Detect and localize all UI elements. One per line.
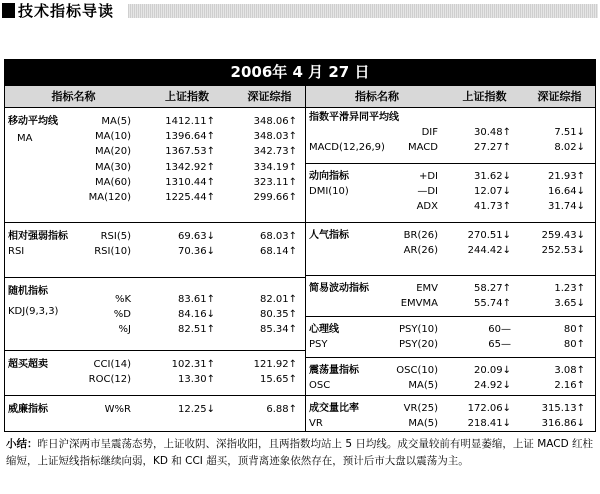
sz-value: 348.06↑: [253, 116, 297, 127]
sh-value: 55.74↑: [473, 298, 511, 310]
right-group: [306, 107, 595, 163]
sz-value: 3.08↑: [554, 365, 585, 376]
sh-value: 218.41↓: [467, 418, 511, 430]
col-sz-2: 深证综指: [537, 90, 582, 103]
row-label: MA(10): [95, 131, 131, 143]
sh-value: 102.31↑: [171, 359, 215, 370]
sz-value: 315.13↑: [541, 403, 585, 414]
group-subtitle: RSI: [8, 246, 25, 258]
right-group: [306, 395, 595, 432]
row-label: 成交量比率: [309, 403, 359, 414]
row-sublabel: PSY(20): [398, 339, 438, 351]
col-name: 指标名称: [51, 90, 96, 103]
row-sublabel: OSC(10): [396, 365, 438, 376]
right-group: [306, 316, 595, 357]
sh-value: 1396.64↑: [165, 131, 215, 143]
sh-value: 270.51↓: [467, 230, 511, 241]
sh-value: 1310.44↑: [165, 176, 215, 188]
sz-value: 334.19↑: [253, 161, 297, 173]
row-label: RSI(10): [94, 246, 131, 258]
sh-value: 82.51↑: [177, 324, 215, 336]
row-label: 指数平滑异同平均线: [309, 112, 399, 123]
sz-value: 6.88↑: [266, 404, 297, 415]
sh-value: 20.09↓: [473, 365, 511, 376]
sh-value: 60—: [488, 324, 511, 335]
sz-value: 80↑: [563, 339, 585, 351]
left-group: [5, 395, 305, 432]
right-group: [306, 275, 595, 316]
group-title: 移动平均线: [8, 116, 58, 127]
row-sublabel: DIF: [421, 127, 438, 139]
sh-value: 13.30↑: [177, 374, 215, 386]
sh-value: 31.62↓: [473, 171, 511, 182]
row-label: 动向指标: [309, 171, 349, 182]
col-sh-2: 上证指数: [462, 90, 507, 103]
col-sz: 深证综指: [247, 90, 292, 103]
row-sublabel: VR(25): [403, 403, 438, 414]
sz-value: 21.93↑: [547, 171, 585, 182]
sh-value: 58.27↑: [473, 283, 511, 294]
summary-note: [6, 436, 594, 470]
row-label: 简易波动指标: [309, 283, 369, 294]
sh-value: 244.42↓: [467, 245, 511, 257]
row-label: 人气指标: [309, 230, 349, 241]
sz-value: 7.51↓: [554, 127, 585, 139]
row-sublabel: EMVMA: [400, 298, 438, 310]
row-label: ROC(12): [88, 374, 131, 386]
summary-text: 昨日沪深两市呈震荡态势，上证收阴、深指收阳，且两指数均站上 5 日均线。成交量较前有明显萎缩，上证 MACD 红柱缩短，上证短线指标继续向弱，KD 和 CCI 超买，顶背离迹象依然存在，预计后市大盘以震荡为主。: [6, 438, 594, 467]
sh-value: 84.16↓: [177, 309, 215, 321]
row-label: 心理线: [309, 324, 339, 335]
sz-value: 2.16↑: [554, 380, 585, 392]
group-title: 随机指标: [8, 286, 48, 297]
row-label: OSC: [309, 380, 331, 392]
sh-value: 1412.11↑: [165, 116, 215, 127]
group-subtitle: KDJ(9,3,3): [8, 305, 59, 317]
header-square-icon: [2, 3, 15, 18]
column-header-row: [4, 86, 596, 107]
left-group: [5, 107, 305, 222]
sh-value: 70.36↓: [177, 246, 215, 258]
sh-value: 65—: [488, 339, 511, 351]
row-label: CCI(14): [93, 359, 131, 370]
sz-value: 8.02↓: [554, 142, 585, 154]
left-group: [5, 350, 305, 395]
sz-value: 3.65↓: [554, 298, 585, 310]
row-label: %J: [118, 324, 131, 336]
row-label: W%R: [104, 404, 131, 415]
right-group: [306, 357, 595, 395]
sz-value: 121.92↑: [253, 359, 297, 370]
sz-value: 31.74↓: [547, 201, 585, 213]
row-sublabel: —DI: [417, 186, 438, 198]
left-group: [5, 222, 305, 277]
sz-value: 252.53↓: [541, 245, 585, 257]
row-sublabel: AR(26): [403, 245, 438, 257]
row-label: MACD(12,26,9): [309, 142, 385, 154]
row-label: MA(30): [95, 161, 131, 173]
header-decoration-bar: [128, 4, 598, 18]
table-date: 2006年 4 月 27 日: [4, 59, 596, 86]
row-label: MA(60): [95, 176, 131, 188]
sz-value: 348.03↑: [253, 131, 297, 143]
sz-value: 68.03↑: [259, 231, 297, 242]
sz-value: 85.34↑: [259, 324, 297, 336]
summary-label: 小结：: [6, 438, 38, 450]
row-sublabel: MACD: [408, 142, 438, 154]
sz-value: 80.35↑: [259, 309, 297, 321]
section-title: 技术指标导读: [18, 2, 115, 20]
sh-value: 24.92↓: [473, 380, 511, 392]
row-label: 震荡量指标: [309, 365, 359, 376]
row-sublabel: +DI: [418, 171, 438, 182]
sz-value: 316.86↓: [541, 418, 585, 430]
sz-value: 259.43↓: [541, 230, 585, 241]
sz-value: 80↑: [563, 324, 585, 335]
row-label: MA(5): [101, 116, 131, 127]
sh-value: 12.07↓: [473, 186, 511, 198]
row-label: DMI(10): [309, 186, 349, 198]
row-label: PSY: [309, 339, 328, 351]
sz-value: 1.23↑: [554, 283, 585, 294]
group-subtitle: MA: [17, 133, 33, 145]
row-sublabel: PSY(10): [398, 324, 438, 335]
row-sublabel: EMV: [416, 283, 438, 294]
row-label: RSI(5): [100, 231, 131, 242]
group-title: 威廉指标: [8, 404, 48, 415]
group-title: 超买超卖: [8, 359, 48, 370]
row-sublabel: BR(26): [403, 230, 438, 241]
sz-value: 68.14↑: [259, 246, 297, 258]
sz-value: 342.73↑: [253, 146, 297, 158]
row-label: MA(120): [88, 192, 131, 203]
col-name-2: 指标名称: [355, 90, 399, 103]
col-sh: 上证指数: [165, 90, 209, 103]
right-group: [306, 163, 595, 222]
sz-value: 16.64↓: [547, 186, 585, 198]
row-sublabel: ADX: [416, 201, 438, 213]
sz-value: 15.65↑: [259, 374, 297, 386]
sh-value: 69.63↓: [177, 231, 215, 242]
sz-value: 323.11↑: [253, 176, 297, 188]
sh-value: 1367.53↑: [165, 146, 215, 158]
row-label: VR: [309, 418, 323, 430]
row-label: MA(20): [95, 146, 131, 158]
sh-value: 30.48↑: [473, 127, 511, 139]
sz-value: 299.66↑: [253, 192, 297, 203]
sh-value: 27.27↑: [473, 142, 511, 154]
sh-value: 172.06↓: [467, 403, 511, 414]
sh-value: 1225.44↑: [165, 192, 215, 203]
sh-value: 12.25↓: [177, 404, 215, 415]
row-label: %K: [114, 294, 131, 305]
sz-value: 82.01↑: [259, 294, 297, 305]
group-title: 相对强弱指标: [8, 231, 68, 242]
row-sublabel: MA(5): [408, 380, 438, 392]
row-label: %D: [113, 309, 131, 321]
sh-value: 41.73↑: [473, 201, 511, 213]
sh-value: 83.61↑: [177, 294, 215, 305]
section-header: [0, 0, 600, 24]
right-group: [306, 222, 595, 275]
left-group: [5, 277, 305, 350]
sh-value: 1342.92↑: [165, 161, 215, 173]
row-sublabel: MA(5): [408, 418, 438, 430]
